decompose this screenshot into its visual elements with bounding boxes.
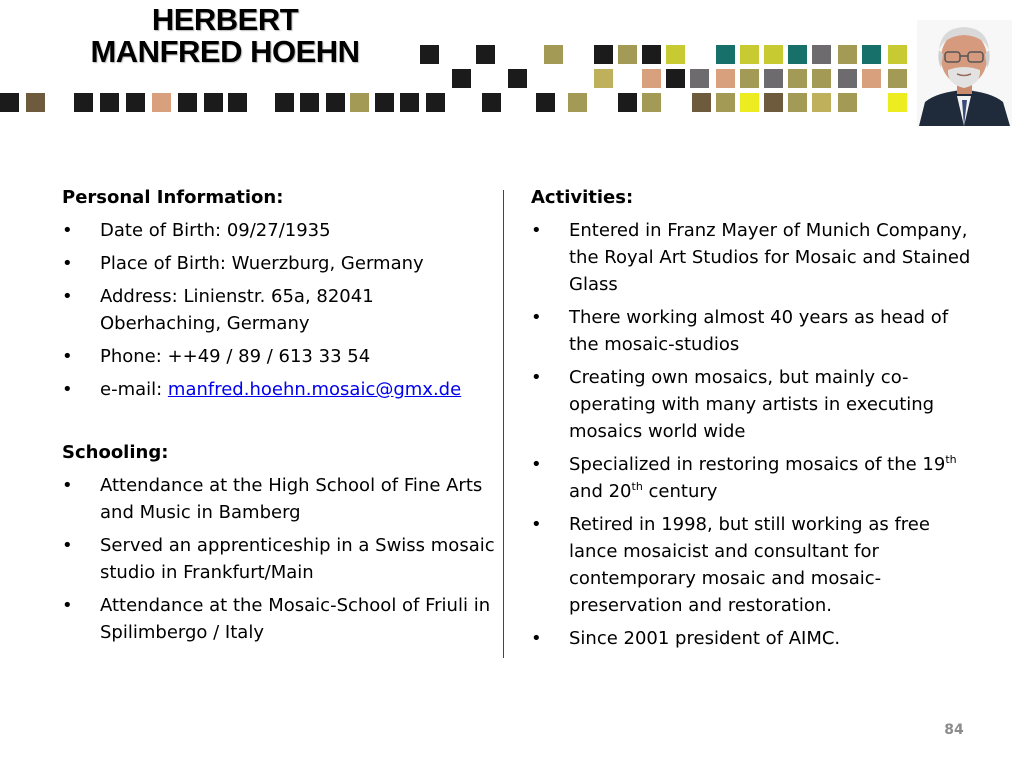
mosaic-tile: [228, 93, 247, 112]
mosaic-tile: [888, 69, 907, 88]
mosaic-tile: [764, 45, 783, 64]
list-item-email: [62, 376, 497, 403]
list-item: • Retired in 1998, but still working as free lance mosaicist and consultant for contemporary mosaic and mosaic-preservation and restoration.: [531, 511, 971, 619]
list-item: • Served an apprenticeship in a Swiss mosaic studio in Frankfurt/Main: [62, 532, 497, 586]
column-divider: [503, 190, 504, 658]
mosaic-tile: [888, 45, 907, 64]
mosaic-tile: [642, 69, 661, 88]
mosaic-tile: [838, 93, 857, 112]
list-item: • Attendance at the Mosaic-School of Friuli in Spilimbergo / Italy: [62, 592, 497, 646]
mosaic-tile: [152, 93, 171, 112]
mosaic-tile: [812, 45, 831, 64]
mosaic-tile: [642, 45, 661, 64]
list-item-pob: • Place of Birth: Wuerzburg, Germany: [62, 250, 497, 277]
list-item: • Entered in Franz Mayer of Munich Company, the Royal Art Studios for Mosaic and Stained Glass: [531, 217, 971, 298]
text-fragment: Specialized in restoring mosaics of the 19: [569, 454, 946, 475]
mosaic-tile: [536, 93, 555, 112]
mosaic-tile: [788, 69, 807, 88]
schooling-heading: Schooling:: [62, 442, 169, 463]
list-item: [531, 451, 971, 505]
mosaic-tile: [300, 93, 319, 112]
mosaic-tile: [420, 45, 439, 64]
mosaic-tile: [426, 93, 445, 112]
mosaic-tile: [888, 93, 907, 112]
email-link[interactable]: manfred.hoehn.mosaic@gmx.de: [167, 379, 462, 400]
mosaic-tile: [862, 69, 881, 88]
activities-list: [531, 217, 971, 652]
text-fragment: century: [642, 481, 718, 502]
page-title: [60, 4, 390, 68]
mosaic-tile: [838, 69, 857, 88]
mosaic-tile: [178, 93, 197, 112]
mosaic-tile: [508, 69, 527, 88]
mosaic-tile: [568, 93, 587, 112]
personal-info-list: [62, 217, 497, 403]
mosaic-tile: [204, 93, 223, 112]
mosaic-tile: [812, 93, 831, 112]
title-line-2: MANFRED HOEHN: [90, 34, 360, 69]
mosaic-tile: [666, 69, 685, 88]
activities-heading: Activities:: [531, 187, 634, 208]
page-number: 84: [944, 722, 964, 738]
mosaic-tile: [740, 45, 759, 64]
mosaic-tile: [764, 69, 783, 88]
list-item-dob: • Date of Birth: 09/27/1935: [62, 217, 497, 244]
list-item: • Creating own mosaics, but mainly co-operating with many artists in executing mosaics world wide: [531, 364, 971, 445]
portrait-photo: [917, 20, 1012, 126]
mosaic-tile: [716, 45, 735, 64]
email-label: e-mail:: [100, 379, 168, 400]
text-fragment: and 20: [569, 481, 632, 502]
right-column: [531, 184, 971, 658]
mosaic-tile: [740, 69, 759, 88]
mosaic-tile: [400, 93, 419, 112]
mosaic-tile: [812, 69, 831, 88]
list-item: • Since 2001 president of AIMC.: [531, 625, 971, 652]
mosaic-tile: [594, 45, 613, 64]
schooling-list: [62, 472, 497, 646]
mosaic-tile: [716, 93, 735, 112]
title-line-1: HERBERT: [151, 2, 299, 37]
mosaic-tile: [544, 45, 563, 64]
mosaic-tile: [74, 93, 93, 112]
left-column: [62, 184, 497, 652]
mosaic-tile: [350, 93, 369, 112]
mosaic-tile: [594, 69, 613, 88]
mosaic-tile: [764, 93, 783, 112]
mosaic-tile: [692, 93, 711, 112]
mosaic-tile: [482, 93, 501, 112]
mosaic-tile: [838, 45, 857, 64]
mosaic-tile: [740, 93, 759, 112]
mosaic-tile: [326, 93, 345, 112]
list-item-address: • Address: Linienstr. 65a, 82041 Oberhaching, Germany: [62, 283, 497, 337]
mosaic-tile: [862, 45, 881, 64]
mosaic-tile: [618, 93, 637, 112]
mosaic-tile: [788, 45, 807, 64]
superscript: th: [631, 480, 643, 493]
mosaic-tile: [476, 45, 495, 64]
mosaic-tile: [618, 45, 637, 64]
mosaic-tile: [788, 93, 807, 112]
list-item: • Attendance at the High School of Fine Arts and Music in Bamberg: [62, 472, 497, 526]
mosaic-tile: [690, 69, 709, 88]
personal-info-heading: Personal Information:: [62, 187, 284, 208]
mosaic-tile: [126, 93, 145, 112]
list-item-phone: • Phone: ++49 / 89 / 613 33 54: [62, 343, 497, 370]
superscript: th: [945, 453, 957, 466]
list-item: • There working almost 40 years as head of the mosaic-studios: [531, 304, 971, 358]
mosaic-tile: [452, 69, 471, 88]
mosaic-tile: [26, 93, 45, 112]
mosaic-tile: [275, 93, 294, 112]
mosaic-tile: [666, 45, 685, 64]
mosaic-tile: [642, 93, 661, 112]
mosaic-tile: [716, 69, 735, 88]
mosaic-tile: [100, 93, 119, 112]
mosaic-tile: [0, 93, 19, 112]
mosaic-tile: [375, 93, 394, 112]
